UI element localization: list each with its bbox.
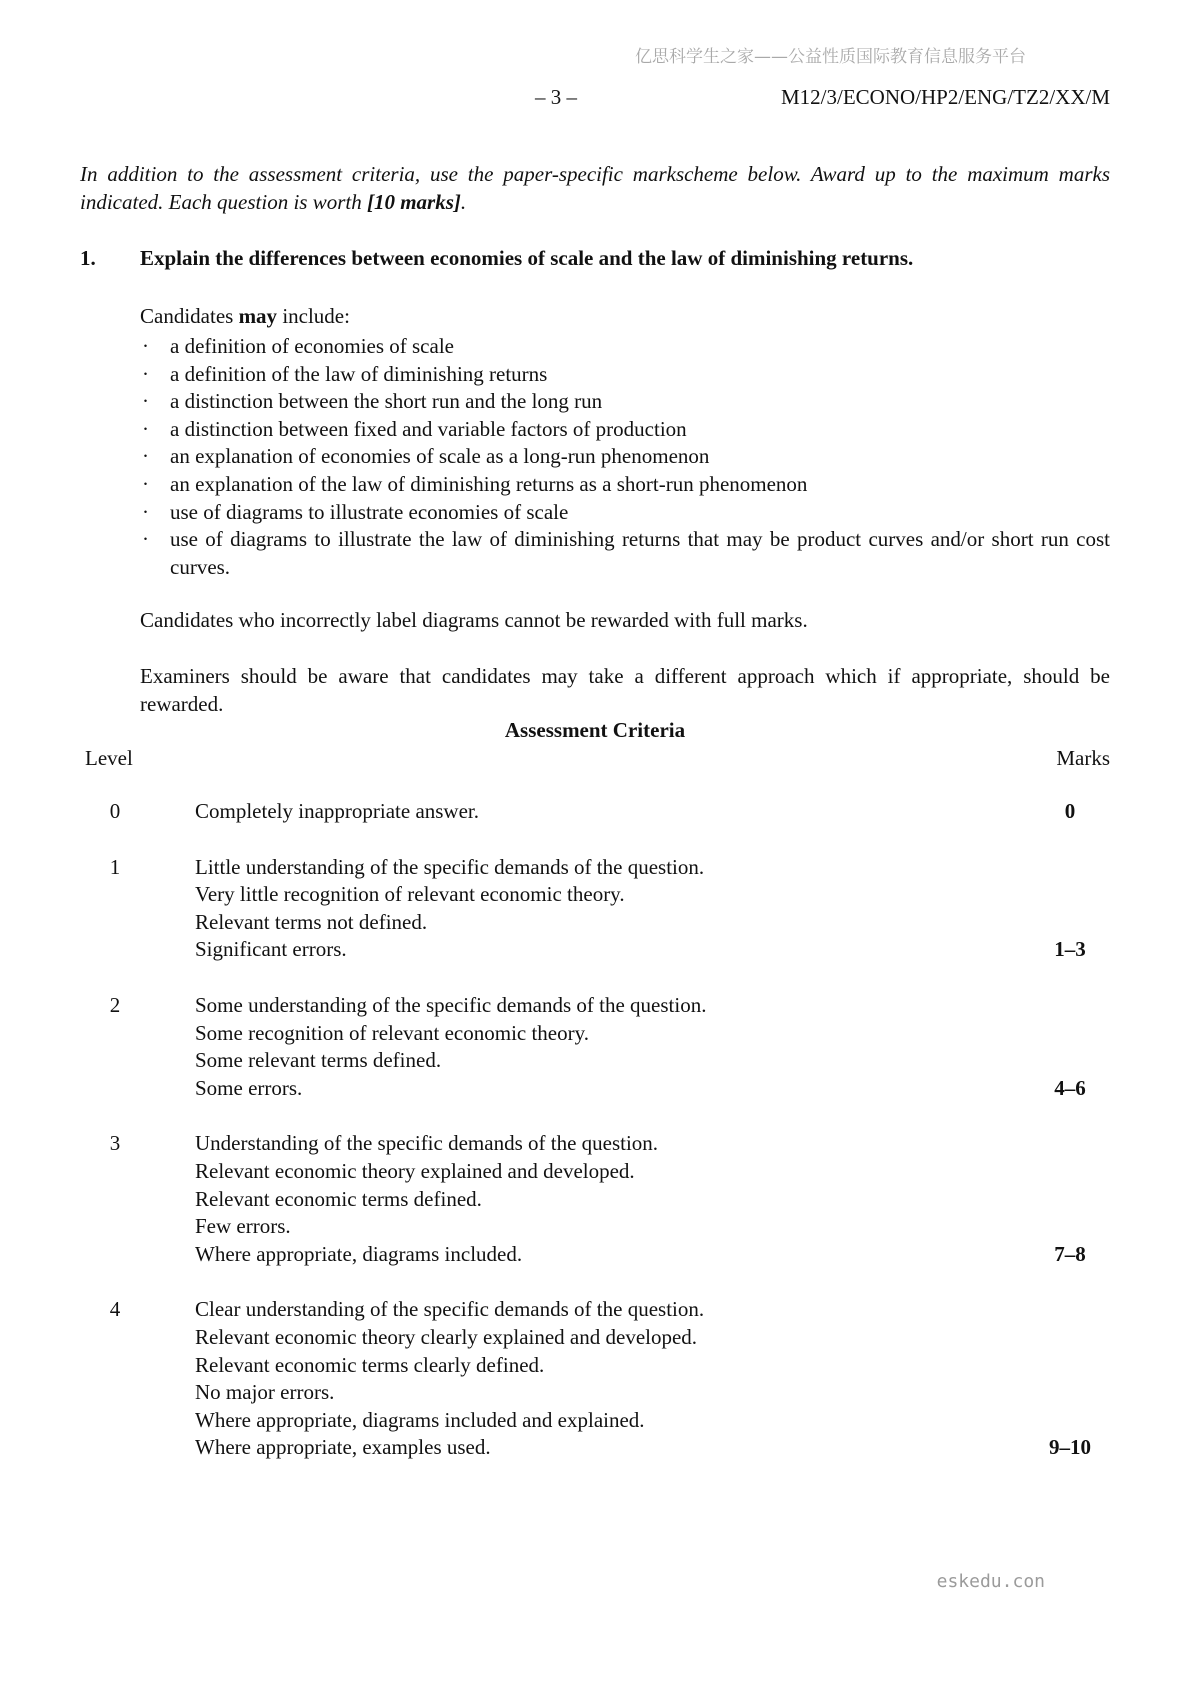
intro-period: .	[460, 189, 467, 214]
descriptor-line: Relevant terms not defined.	[195, 909, 428, 934]
bullet-icon: ·	[142, 527, 149, 552]
descriptor-cell	[195, 798, 1030, 826]
bullet-icon: ·	[142, 471, 149, 496]
page-number: – 3 –	[535, 85, 577, 109]
descriptor-cell	[195, 992, 1030, 1102]
note-examiners: Examiners should be aware that candidates may take a different approach which if appropriate, should be rewarded.	[140, 664, 1110, 716]
marks-cell: 7–8	[1054, 1241, 1086, 1266]
descriptor-line: Completely inappropriate answer.	[195, 799, 480, 823]
bullet-text: a definition of the law of diminishing returns	[170, 361, 548, 386]
descriptor-cell	[195, 1130, 1030, 1268]
bullet-text: a distinction between fixed and variable factors of production	[170, 416, 687, 441]
descriptor-line: Relevant economic terms clearly defined.	[195, 1352, 545, 1377]
descriptor-line: Relevant economic terms defined.	[195, 1186, 482, 1211]
marks-cell: 0	[1064, 799, 1076, 823]
intro-paragraph	[80, 161, 1110, 216]
descriptor-line: Some relevant terms defined.	[195, 1048, 442, 1073]
descriptor-cell	[195, 1296, 1030, 1462]
assessment-criteria-heading: Assessment Criteria	[504, 718, 686, 742]
bullet-text: an explanation of the law of diminishing returns as a short-run phenomenon	[170, 471, 808, 496]
descriptor-line: Little understanding of the specific demands of the question.	[195, 854, 705, 879]
descriptor-line: Where appropriate, diagrams included.	[195, 1241, 523, 1266]
list-item	[140, 499, 1110, 527]
table-row	[80, 798, 1110, 826]
bullet-text: a definition of economies of scale	[170, 334, 454, 358]
question-heading	[80, 245, 1150, 273]
descriptor-line: No major errors.	[195, 1380, 335, 1405]
bullet-icon: ·	[142, 389, 149, 414]
descriptor-line: Relevant economic theory clearly explained and developed.	[195, 1324, 698, 1349]
list-item	[140, 361, 1110, 389]
list-item	[140, 333, 1110, 361]
descriptor-line: Where appropriate, examples used.	[195, 1435, 491, 1460]
bullet-text: use of diagrams to illustrate the law of diminishing returns that may be product curves and/or short run cost curves.	[170, 527, 1110, 579]
site-header-watermark-text: 亿思科学生之家——公益性质国际教育信息服务平台	[635, 47, 1026, 67]
level-column-header: Level	[85, 746, 133, 770]
descriptor-line: Some recognition of relevant economic theory.	[195, 1020, 590, 1045]
bullet-text: use of diagrams to illustrate economies of scale	[170, 499, 569, 524]
page-header	[80, 84, 1110, 112]
descriptor-cell	[195, 854, 1030, 964]
watermark: eskedu.con	[936, 1571, 1045, 1592]
descriptor-line: Clear understanding of the specific demands of the question.	[195, 1297, 705, 1322]
lead-bold-may: may	[238, 304, 278, 328]
bullet-text: an explanation of economies of scale as a long-run phenomenon	[170, 444, 710, 469]
level-cell: 0	[109, 799, 121, 823]
bullet-icon: ·	[142, 499, 149, 524]
descriptor-line: Understanding of the specific demands of the question.	[195, 1131, 659, 1156]
table-row	[80, 1296, 1110, 1462]
candidates-lead-line	[140, 303, 1110, 331]
table-row	[80, 1130, 1110, 1268]
list-item	[140, 471, 1110, 499]
marks-cell: 4–6	[1054, 1075, 1086, 1100]
list-item	[140, 388, 1110, 416]
descriptor-line: Some understanding of the specific demands of the question.	[195, 992, 707, 1017]
marks-cell: 1–3	[1054, 937, 1086, 962]
descriptor-line: Significant errors.	[195, 937, 347, 962]
level-cell: 3	[109, 1131, 121, 1156]
descriptor-line: Some errors.	[195, 1075, 303, 1100]
table-row	[80, 992, 1110, 1102]
intro-text: In addition to the assessment criteria, use the paper-specific markscheme below. Award up to the maximum marks indicated. Each question is worth	[80, 162, 1110, 214]
document-code: M12/3/ECONO/HP2/ENG/TZ2/XX/M	[780, 85, 1110, 109]
bullet-icon: ·	[142, 416, 149, 441]
question-number: 1.	[80, 246, 96, 270]
level-cell: 1	[109, 854, 121, 879]
lead-pre: Candidates	[140, 304, 239, 328]
question-title: Explain the differences between economies of scale and the law of diminishing returns.	[140, 246, 914, 270]
level-cell: 4	[109, 1297, 121, 1322]
descriptor-line: Relevant economic theory explained and developed.	[195, 1158, 635, 1183]
bullet-icon: ·	[142, 334, 149, 358]
descriptor-line: Very little recognition of relevant economic theory.	[195, 882, 625, 907]
bullet-text: a distinction between the short run and the long run	[170, 389, 603, 414]
descriptor-line: Few errors.	[195, 1214, 291, 1239]
lead-post: include:	[277, 304, 350, 328]
list-item	[140, 443, 1110, 471]
list-item	[140, 416, 1110, 444]
marks-column-header: Marks	[1056, 746, 1110, 770]
level-cell: 2	[109, 992, 121, 1017]
bullet-icon: ·	[142, 444, 149, 469]
intro-marks-bold: [10 marks]	[366, 189, 461, 214]
note-diagram-labels: Candidates who incorrectly label diagrams cannot be rewarded with full marks.	[140, 608, 808, 632]
criteria-table	[80, 798, 1110, 1462]
bullet-icon: ·	[142, 361, 149, 386]
bullet-list	[140, 333, 1110, 581]
list-item	[140, 526, 1110, 581]
table-row	[80, 854, 1110, 964]
marks-cell: 9–10	[1049, 1435, 1091, 1460]
descriptor-line: Where appropriate, diagrams included and explained.	[195, 1407, 645, 1432]
